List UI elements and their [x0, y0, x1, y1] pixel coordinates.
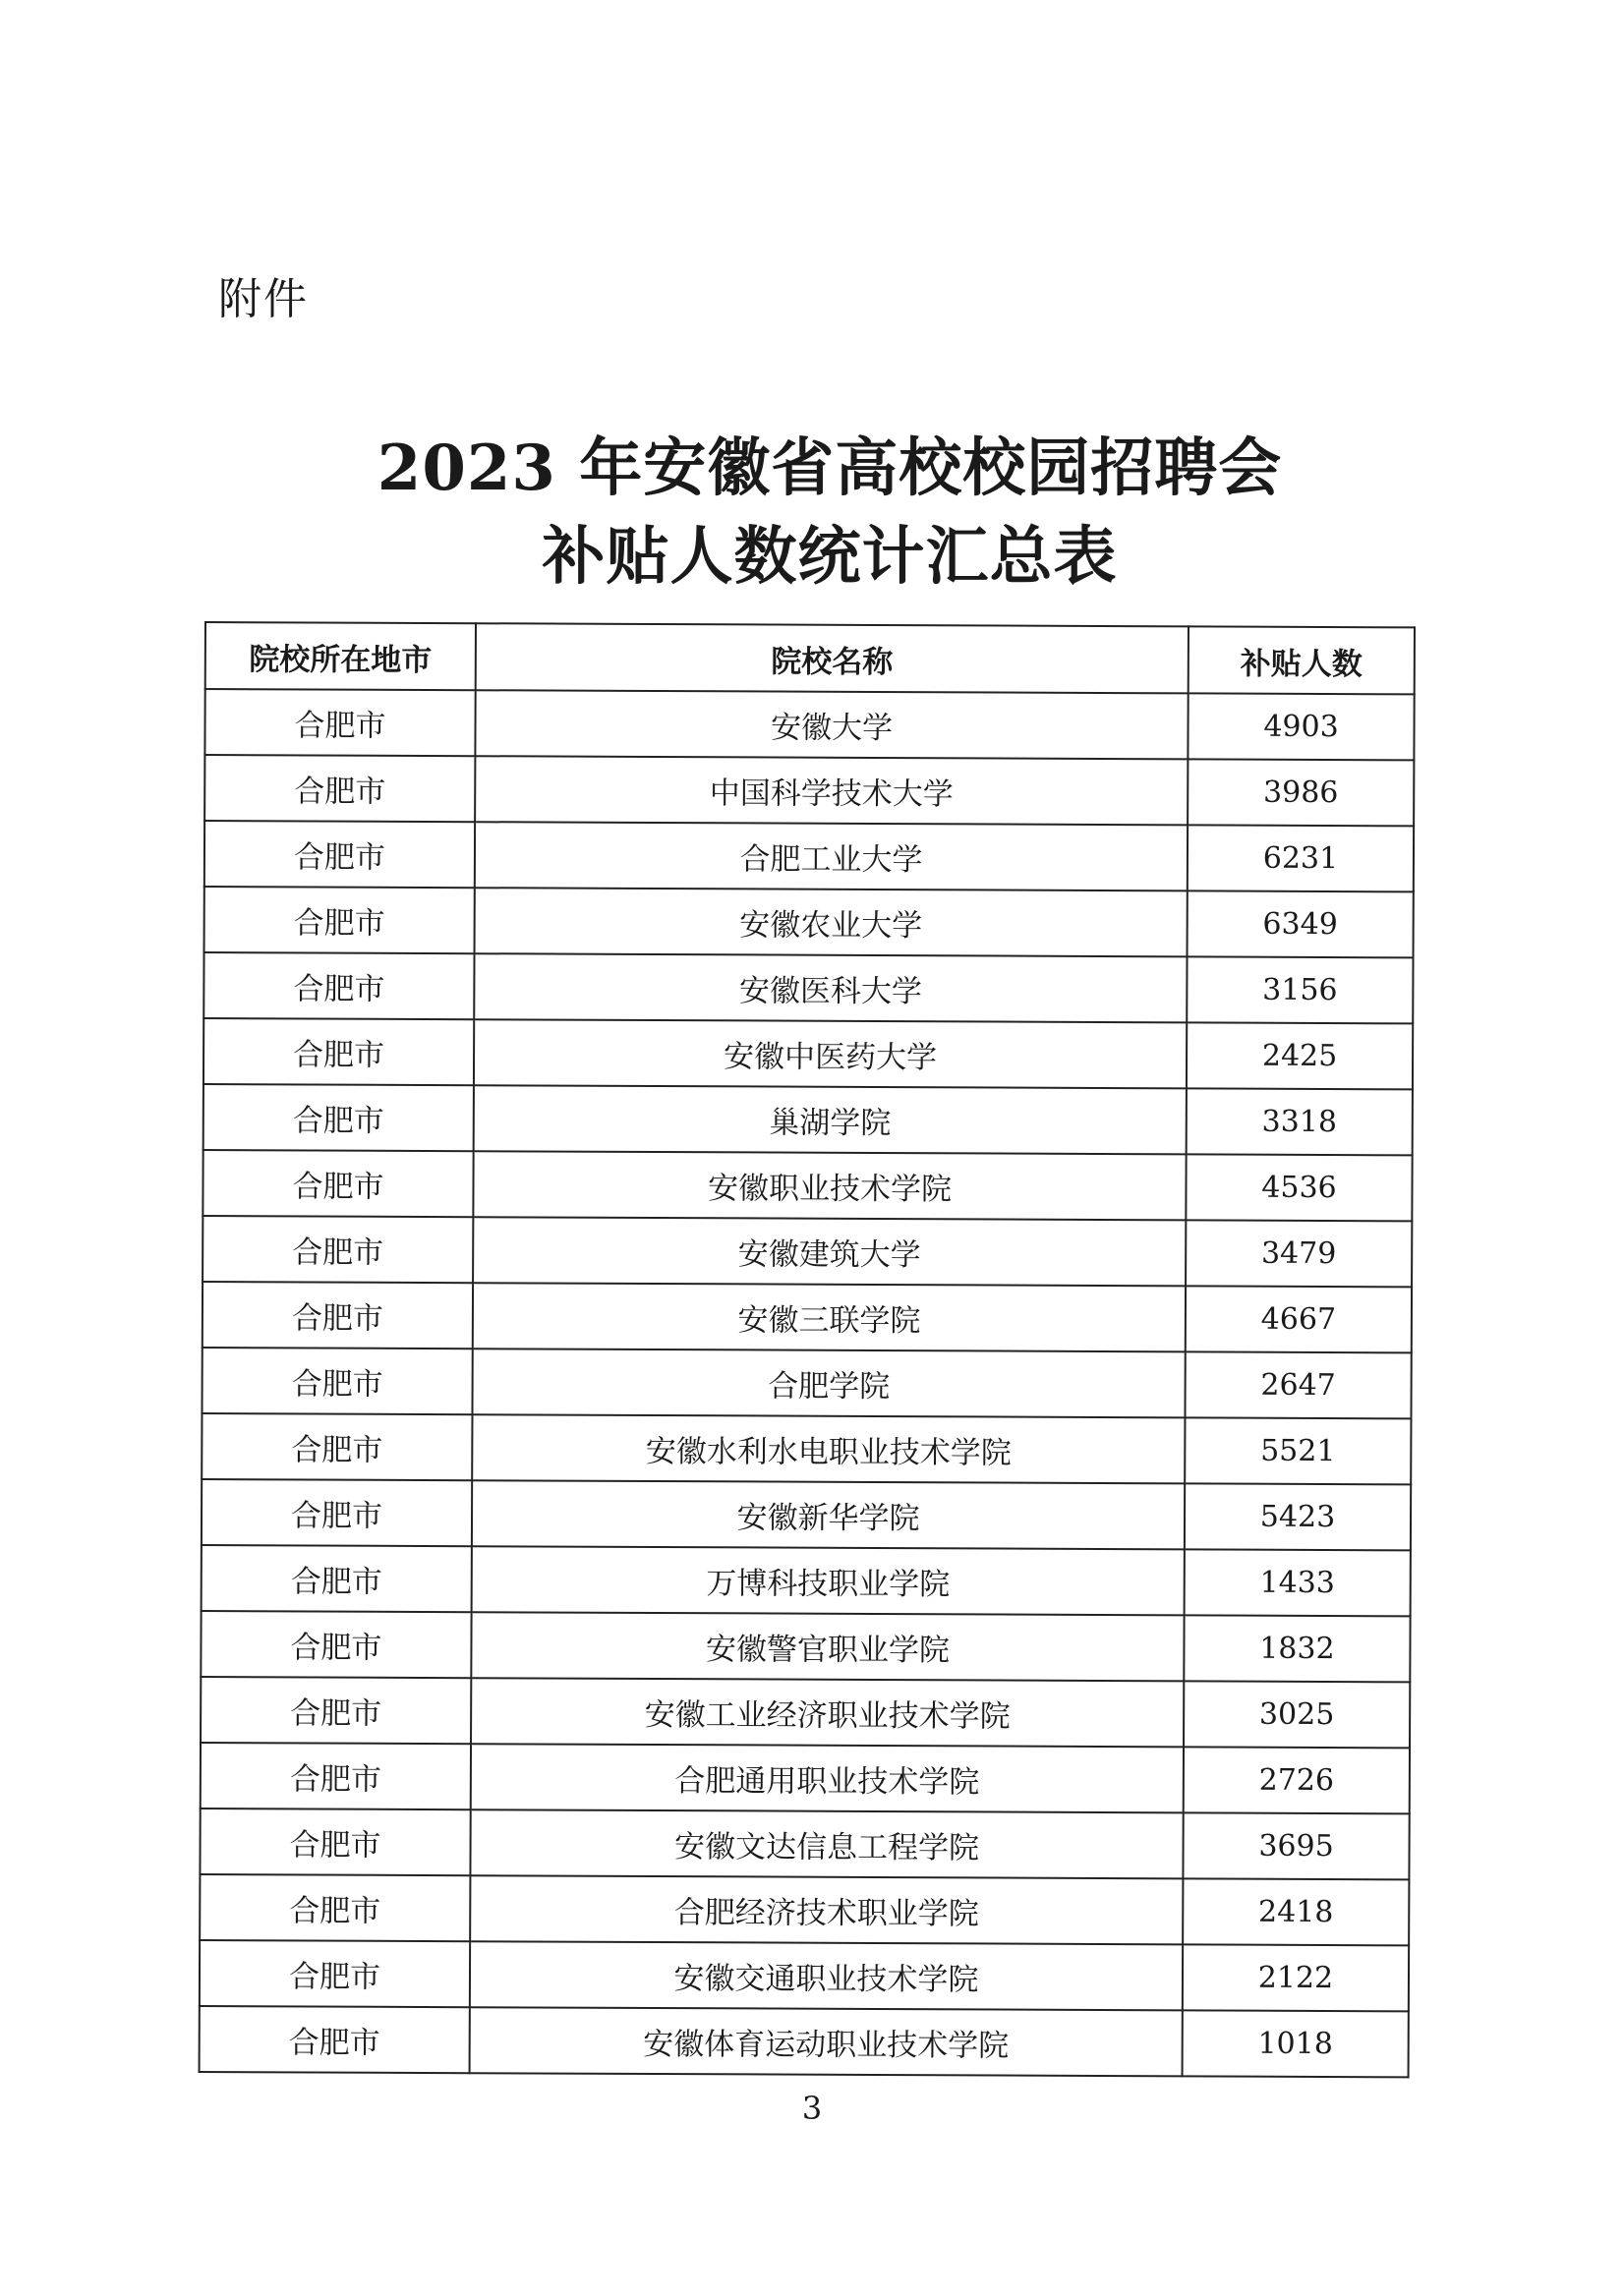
cell-subsidy-count: 4667	[1186, 1286, 1412, 1352]
cell-city: 合肥市	[203, 1216, 473, 1283]
cell-school-name: 安徽水利水电职业技术学院	[472, 1414, 1185, 1483]
cell-school-name: 合肥经济技术职业学院	[470, 1875, 1183, 1944]
cell-subsidy-count: 2647	[1185, 1351, 1411, 1418]
cell-city: 合肥市	[204, 755, 475, 822]
subsidy-table-container	[199, 621, 1414, 2078]
cell-school-name: 安徽文达信息工程学院	[470, 1809, 1183, 1878]
cell-school-name: 合肥学院	[472, 1349, 1185, 1417]
cell-city: 合肥市	[200, 2006, 470, 2073]
table-row	[201, 1677, 1410, 1748]
cell-school-name: 安徽交通职业技术学院	[470, 1941, 1183, 2010]
cell-city: 合肥市	[200, 1874, 470, 1941]
cell-city: 合肥市	[204, 689, 475, 756]
cell-subsidy-count: 3479	[1186, 1220, 1412, 1287]
cell-city: 合肥市	[203, 1084, 474, 1151]
header-school-name: 院校名称	[476, 623, 1189, 693]
cell-school-name: 安徽三联学院	[473, 1283, 1186, 1351]
table-row	[203, 952, 1413, 1023]
subsidy-table	[199, 621, 1416, 2078]
cell-city: 合肥市	[203, 1018, 474, 1085]
cell-subsidy-count: 3695	[1183, 1812, 1409, 1879]
header-subsidy-count: 补贴人数	[1189, 626, 1415, 694]
cell-subsidy-count: 2726	[1184, 1747, 1410, 1813]
page-number: 3	[801, 2090, 823, 2127]
header-row	[205, 622, 1415, 694]
cell-subsidy-count: 4536	[1186, 1154, 1412, 1221]
cell-school-name: 合肥通用职业技术学院	[471, 1744, 1184, 1812]
table-body	[200, 689, 1415, 2077]
cell-city: 合肥市	[202, 1479, 472, 1546]
table-row	[200, 1940, 1409, 2011]
table-row	[202, 1413, 1411, 1484]
cell-subsidy-count: 5423	[1185, 1483, 1411, 1550]
cell-school-name: 万博科技职业学院	[472, 1546, 1185, 1615]
table-row	[203, 1084, 1413, 1155]
cell-subsidy-count: 3986	[1188, 759, 1414, 826]
document-title-line-1: 2023 年安徽省高校校园招聘会	[377, 431, 1283, 505]
cell-school-name: 安徽警官职业学院	[471, 1612, 1184, 1681]
cell-school-name: 安徽中医药大学	[474, 1019, 1187, 1088]
table-row	[202, 1545, 1411, 1616]
cell-city: 合肥市	[201, 1743, 471, 1809]
table-row	[200, 1808, 1409, 1879]
table-row	[203, 1150, 1412, 1221]
cell-school-name: 安徽大学	[475, 690, 1188, 759]
cell-school-name: 安徽农业大学	[475, 888, 1188, 956]
table-row	[204, 821, 1414, 891]
table-row	[203, 1282, 1412, 1352]
cell-subsidy-count: 1433	[1185, 1549, 1411, 1616]
cell-city: 合肥市	[203, 952, 474, 1019]
table-row	[200, 1874, 1409, 1945]
cell-subsidy-count: 4903	[1188, 693, 1414, 760]
cell-city: 合肥市	[200, 1808, 470, 1875]
cell-city: 合肥市	[204, 887, 475, 953]
table-header	[205, 622, 1415, 694]
table-row	[204, 689, 1414, 760]
attachment-label: 附件	[218, 274, 309, 324]
cell-city: 合肥市	[203, 1150, 473, 1217]
document-title-line-2: 补贴人数统计汇总表	[542, 520, 1118, 594]
table-row	[203, 1018, 1413, 1089]
cell-school-name: 安徽新华学院	[472, 1480, 1185, 1549]
cell-subsidy-count: 2425	[1187, 1022, 1413, 1089]
table-row	[201, 1611, 1410, 1682]
cell-school-name: 安徽工业经济职业技术学院	[471, 1678, 1184, 1747]
cell-school-name: 中国科学技术大学	[475, 756, 1188, 825]
table-row	[204, 755, 1414, 826]
table-row	[200, 2006, 1409, 2077]
cell-school-name: 合肥工业大学	[475, 822, 1188, 890]
cell-school-name: 安徽职业技术学院	[473, 1151, 1186, 1220]
cell-city: 合肥市	[201, 1677, 471, 1744]
cell-subsidy-count: 5521	[1185, 1417, 1411, 1484]
cell-school-name: 巢湖学院	[474, 1085, 1187, 1154]
cell-city: 合肥市	[203, 1282, 473, 1349]
table-row	[202, 1479, 1411, 1550]
cell-city: 合肥市	[200, 1940, 470, 2007]
cell-subsidy-count: 3318	[1187, 1088, 1413, 1155]
cell-subsidy-count: 1832	[1184, 1615, 1410, 1682]
cell-subsidy-count: 2122	[1183, 1944, 1409, 2011]
cell-subsidy-count: 3156	[1187, 956, 1413, 1023]
cell-school-name: 安徽体育运动职业技术学院	[470, 2007, 1183, 2076]
table-row	[203, 1216, 1412, 1287]
cell-city: 合肥市	[201, 1611, 471, 1678]
header-city: 院校所在地市	[205, 622, 476, 690]
cell-school-name: 安徽医科大学	[474, 953, 1187, 1022]
cell-subsidy-count: 3025	[1184, 1681, 1410, 1748]
cell-city: 合肥市	[202, 1545, 472, 1612]
cell-city: 合肥市	[204, 821, 475, 888]
table-row	[202, 1348, 1411, 1418]
cell-subsidy-count: 6231	[1188, 825, 1414, 891]
table-row	[201, 1743, 1410, 1813]
cell-city: 合肥市	[202, 1348, 472, 1414]
cell-subsidy-count: 1018	[1183, 2010, 1409, 2077]
cell-subsidy-count: 2418	[1183, 1878, 1409, 1945]
cell-school-name: 安徽建筑大学	[473, 1217, 1186, 1286]
cell-subsidy-count: 6349	[1188, 890, 1414, 957]
cell-city: 合肥市	[202, 1413, 472, 1480]
table-row	[204, 887, 1414, 957]
